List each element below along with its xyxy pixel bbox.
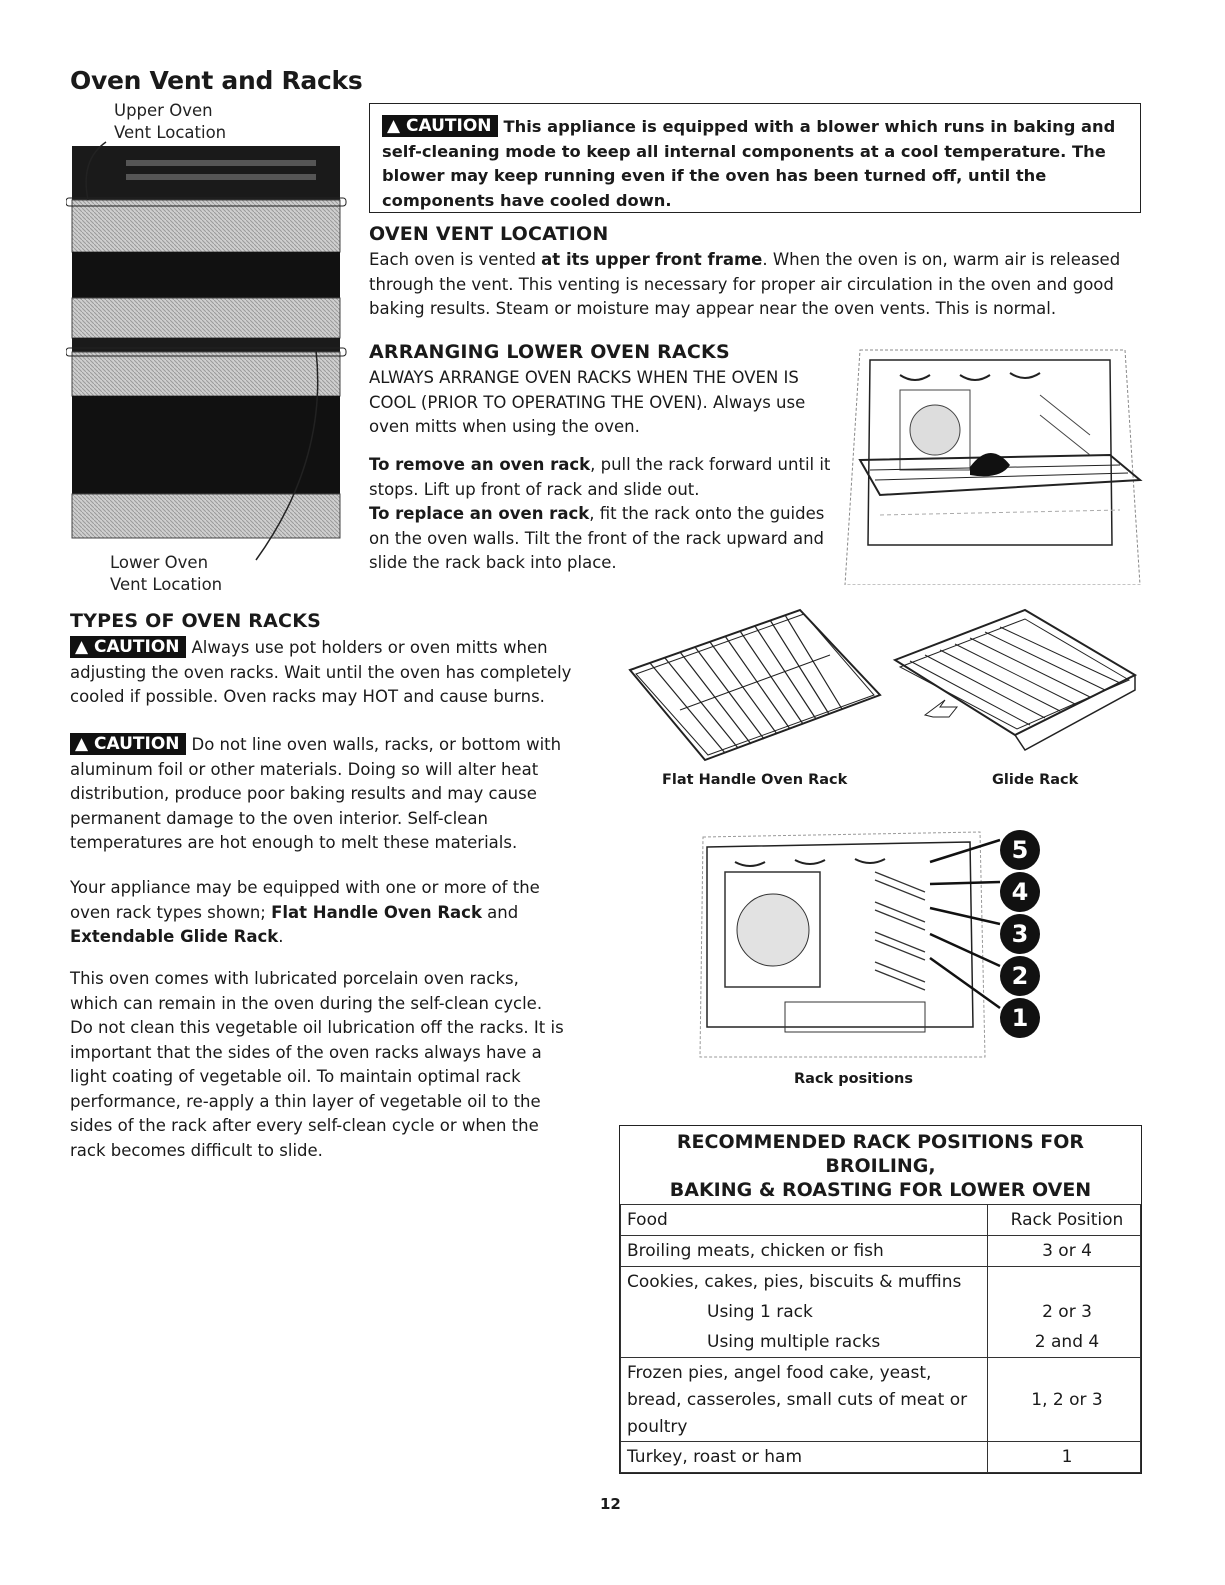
rack-removal-illustration — [840, 335, 1145, 585]
table-title: RECOMMENDED RACK POSITIONS FOR BROILING, BAKING & ROASTING FOR LOWER OVEN — [669, 1131, 1092, 1201]
rack-positions-illustration — [695, 812, 1050, 1067]
position-cell: 3 or 4 — [988, 1236, 1141, 1267]
types-caution-2: ▲ CAUTION Do not line oven walls, racks, or bottom with aluminum foil or other materials. Doing so will alter heat distribution, produce poor baking results and may cause permanent damage to the oven interior. Self-clean temperatures are hot enough to melt these materials. — [70, 734, 562, 852]
rack-position-3-marker: 3 — [1000, 914, 1040, 954]
types-caution-1: ▲ CAUTION Always use pot holders or oven mitts when adjusting the oven racks. Wait until the oven has completely cooled if possible. Oven racks may HOT and cause burns. — [70, 637, 572, 706]
page-number: 12 — [600, 1495, 621, 1513]
glide-rack-caption: Glide Rack — [992, 772, 1079, 788]
rack-types-text: Your appliance may be equipped with one or more of the oven rack types shown; Flat Handle Oven Rack and Extendable Glide Rack. — [70, 878, 540, 946]
food-cell: Turkey, roast or ham — [621, 1442, 988, 1473]
caution-badge: ▲ CAUTION — [70, 733, 186, 755]
arranging-intro: ALWAYS ARRANGE OVEN RACKS WHEN THE OVEN IS COOL (PRIOR TO OPERATING THE OVEN). Always use oven mitts when using the oven. — [369, 368, 806, 436]
remove-rack-text: To remove an oven rack, pull the rack forward until it stops. Lift up front of rack and slide out. — [369, 455, 831, 499]
vent-location-text: Each oven is vented at its upper front frame. When the oven is on, warm air is released through the vent. This venting is necessary for proper air circulation in the oven and good baking results. Steam or moisture may appear near the oven vents. This is normal. — [369, 250, 1121, 318]
rack-position-4-marker: 4 — [1000, 872, 1040, 912]
table-row — [621, 1236, 1141, 1267]
caution-badge: ▲ CAUTION — [70, 636, 186, 658]
rack-position-1-marker: 1 — [1000, 998, 1040, 1038]
upper-oven-label: Upper Oven Vent Location — [114, 101, 227, 142]
lower-oven-label: Lower Oven Vent Location — [110, 553, 223, 594]
replace-rack-text: To replace an oven rack, fit the rack onto the guides on the oven walls. Tilt the front of the rack upward and slide the rack back into place. — [369, 504, 825, 572]
table-row — [621, 1442, 1141, 1473]
arranging-heading: ARRANGING LOWER OVEN RACKS — [369, 341, 730, 363]
types-heading: TYPES OF OVEN RACKS — [70, 610, 321, 632]
table-row — [621, 1358, 1141, 1442]
rack-position-5-marker: 5 — [1000, 830, 1040, 870]
warning-triangle-icon: ▲ — [75, 637, 89, 657]
warning-triangle-icon: ▲ — [387, 116, 401, 136]
header-rack-position: Rack Position — [988, 1205, 1141, 1236]
page-title: Oven Vent and Racks — [70, 66, 363, 95]
porcelain-racks-text: This oven comes with lubricated porcelain oven racks, which can remain in the oven during the self-clean cycle. Do not clean this vegetable oil lubrication off the racks. It is important that the sides of the oven racks always have a light coating of vegetable oil. To maintain optimal rack performance, re-apply a thin layer of vegetable oil to the sides of the rack after every self-clean cycle or when the rack becomes difficult to slide. — [70, 969, 564, 1160]
rack-position-2-marker: 2 — [1000, 956, 1040, 996]
flat-rack-caption: Flat Handle Oven Rack — [662, 772, 848, 788]
position-cell: 2 or 3 2 and 4 — [988, 1267, 1141, 1358]
header-food: Food — [621, 1205, 988, 1236]
wall-oven-illustration — [66, 140, 356, 580]
rack-positions-caption: Rack positions — [794, 1071, 913, 1087]
food-cell: Broiling meats, chicken or fish — [621, 1236, 988, 1267]
caution-badge: ▲ CAUTION — [382, 115, 498, 137]
position-cell: 1 — [988, 1442, 1141, 1473]
flat-handle-rack-illustration — [620, 600, 890, 770]
table-row — [621, 1267, 1141, 1358]
glide-rack-illustration — [885, 605, 1145, 770]
food-cell: Cookies, cakes, pies, biscuits & muffins Using 1 rack Using multiple racks — [621, 1267, 988, 1358]
position-cell: 1, 2 or 3 — [988, 1358, 1141, 1442]
blower-caution-box — [369, 103, 1141, 213]
vent-location-heading: OVEN VENT LOCATION — [369, 223, 609, 245]
warning-triangle-icon: ▲ — [75, 734, 89, 754]
table-header-row — [621, 1205, 1141, 1236]
food-cell: Frozen pies, angel food cake, yeast, bread, casseroles, small cuts of meat or poultry — [621, 1358, 988, 1442]
blower-caution-text: This appliance is equipped with a blower which runs in baking and self-cleaning mode to keep all internal components at a cool temperature. The blower may keep running even if the oven has been turned off, until the components have cooled down. — [382, 117, 1116, 210]
recommendation-table — [619, 1125, 1142, 1474]
